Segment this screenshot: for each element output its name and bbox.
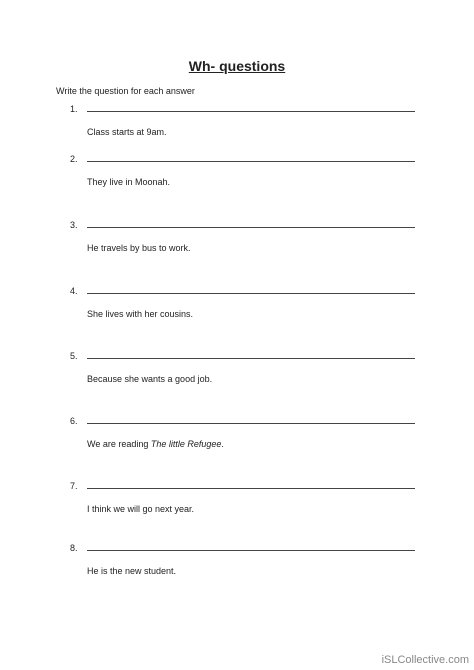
item-number: 4. — [70, 286, 78, 296]
given-answer: She lives with her cousins. — [87, 309, 194, 319]
given-answer: They live in Moonah. — [87, 177, 171, 187]
given-answer: Because she wants a good job. — [87, 374, 213, 384]
question-item-4 — [0, 286, 474, 346]
question-item-3 — [0, 220, 474, 280]
item-number: 3. — [70, 220, 78, 230]
given-answer — [87, 439, 224, 449]
answer-line — [87, 111, 415, 112]
item-number: 1. — [70, 104, 78, 114]
item-number: 5. — [70, 351, 78, 361]
question-item-5 — [0, 351, 474, 411]
item-number: 7. — [70, 481, 78, 491]
given-answer: He travels by bus to work. — [87, 243, 191, 253]
item-number: 8. — [70, 543, 78, 553]
answer-line — [87, 488, 415, 489]
question-item-8 — [0, 543, 474, 603]
answer-line — [87, 161, 415, 162]
site-watermark: iSLCollective.com — [381, 654, 469, 666]
item-number: 6. — [70, 416, 78, 426]
given-answer: He is the new student. — [87, 566, 177, 576]
answer-line — [87, 550, 415, 551]
question-item-7 — [0, 481, 474, 541]
worksheet-title: Wh- questions — [188, 58, 286, 74]
given-answer: I think we will go next year. — [87, 504, 195, 514]
answer-prefix: We are reading — [87, 439, 151, 449]
answer-line — [87, 423, 415, 424]
given-answer: Class starts at 9am. — [87, 127, 167, 137]
instruction-text: Write the question for each answer — [56, 86, 195, 96]
question-item-6 — [0, 416, 474, 476]
answer-suffix: . — [221, 439, 224, 449]
question-item-2 — [0, 154, 474, 214]
answer-line — [87, 358, 415, 359]
book-title: The little Refugee — [150, 439, 222, 449]
item-number: 2. — [70, 154, 78, 164]
answer-line — [87, 293, 415, 294]
answer-line — [87, 227, 415, 228]
